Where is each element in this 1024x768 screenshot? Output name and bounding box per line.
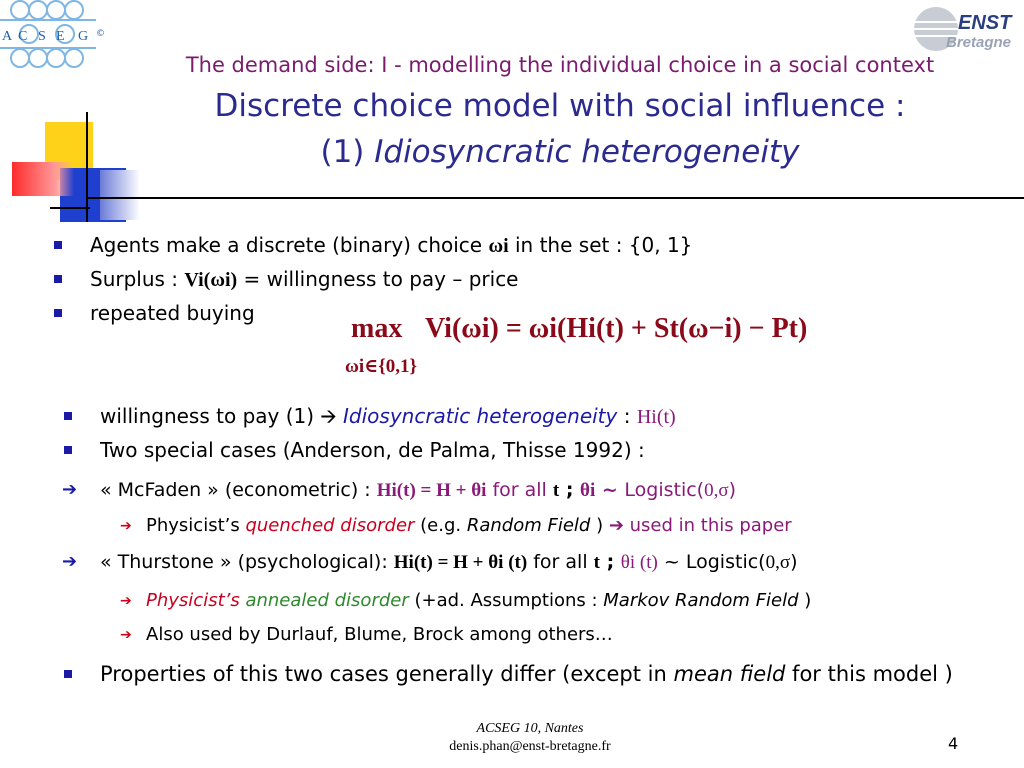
text: ) — [798, 590, 812, 611]
t-symbol: t — [593, 552, 600, 573]
logistic: Logistic( — [624, 479, 705, 501]
bullet-durlauf — [120, 622, 613, 648]
idiosyncratic-label: Idiosyncratic heterogeneity — [343, 404, 618, 428]
text: Also used by Durlauf, Blume, Brock among others… — [146, 624, 613, 645]
enst-logo — [906, 4, 1021, 54]
arrow-right-icon: ➔ — [120, 518, 132, 534]
text: Properties of this two cases generally differ (except in — [100, 662, 674, 686]
slide-title-line1: Discrete choice model with social influence : — [214, 88, 906, 124]
bullet-thurstone — [62, 549, 798, 576]
bullet-annealed — [120, 588, 812, 614]
title-italic: Idiosyncratic heterogeneity — [374, 134, 800, 170]
svg-text:G: G — [78, 29, 89, 44]
bullet-properties — [100, 658, 1020, 690]
bullet-square-icon — [64, 412, 72, 420]
bullet-square-icon — [54, 275, 62, 283]
footer-conference: ACSEG 10, Nantes — [476, 721, 584, 736]
title-prefix: (1) — [320, 134, 375, 170]
svg-text:E: E — [56, 29, 65, 44]
bullet-tail: in the set : {0, 1} — [508, 233, 693, 257]
text: for all — [486, 479, 553, 501]
text: ) — [790, 551, 798, 573]
theta-symbol: θi — [580, 480, 596, 501]
bullet-mcfaden — [62, 477, 737, 504]
random-field: Random Field — [466, 515, 591, 536]
params: 0,σ — [704, 480, 729, 501]
arrow-right-icon: ➔ — [62, 479, 78, 500]
bullet-square-icon — [54, 241, 62, 249]
quenched-label: quenched disorder — [245, 515, 415, 536]
svg-text:S: S — [38, 29, 46, 44]
bullet-quenched — [120, 513, 792, 539]
params: 0,σ — [765, 552, 791, 573]
text: ; — [599, 551, 621, 573]
mcfaden-equation: Hi(t) = H + θi — [376, 480, 487, 501]
text: « Thurstone » (psychological): — [100, 551, 394, 573]
tilde: ~ — [657, 551, 686, 573]
arrow-right-icon: ➔ — [120, 627, 132, 643]
bullet-square-icon — [64, 446, 72, 454]
text: : — [617, 404, 637, 428]
t-symbol: t — [552, 480, 560, 501]
arrow-right-icon: ➔ — [62, 551, 78, 572]
footer — [380, 720, 680, 756]
text: Physicist’s — [146, 515, 246, 536]
formula-max: max — [351, 313, 403, 344]
formula-constraint: ωi∈{0,1} — [345, 356, 417, 377]
svg-text:©: © — [96, 29, 105, 39]
bullet-wtp — [100, 403, 676, 430]
slide-title-line2 — [150, 134, 970, 170]
text: for this model ) — [785, 662, 953, 686]
mean-field: mean field — [673, 662, 786, 686]
svg-text:A: A — [2, 29, 13, 44]
page-number: 4 — [948, 734, 959, 753]
text: willingness to pay (1) — [100, 404, 321, 428]
svg-text:ENST: ENST — [958, 12, 1012, 34]
footer-email: denis.phan@enst-bretagne.fr — [449, 739, 611, 754]
utility-formula — [345, 313, 835, 393]
title-rule — [87, 197, 1024, 199]
annealed-label: annealed disorder — [245, 590, 409, 611]
bullet-choice — [90, 232, 692, 259]
text: (+ad. Assumptions : — [408, 590, 604, 611]
slide-subtitle: The demand side: I - modelling the individual choice in a social context — [185, 53, 935, 77]
text: Two special cases (Anderson, de Palma, Thisse 1992) : — [100, 438, 645, 462]
omega-symbol: ωi — [488, 235, 509, 257]
acseg-logo — [0, 0, 110, 80]
text: ) — [728, 479, 737, 501]
thurstone-equation: Hi(t) = H + θi (t) — [393, 552, 528, 573]
svg-text:Bretagne: Bretagne — [946, 34, 1012, 51]
markov-field: Markov Random Field — [603, 590, 799, 611]
text: ; — [559, 479, 581, 501]
bullet-repeated — [90, 300, 255, 326]
bullet-text: Surplus : — [90, 267, 185, 291]
text: ) — [590, 515, 609, 536]
physicists: Physicist’s — [146, 590, 246, 611]
formula-expression: Vi(ωi) = ωi(Hi(t) + St(ω−i) − Pt) — [425, 313, 808, 344]
bullet-text: repeated buying — [90, 301, 255, 325]
h-symbol: Hi(t) — [636, 406, 676, 428]
bullet-text: Agents make a discrete (binary) choice — [90, 233, 489, 257]
bullet-two-cases — [100, 437, 645, 463]
svg-text:C: C — [18, 29, 28, 44]
bullet-tail: = willingness to pay – price — [237, 267, 519, 291]
surplus-symbol: Vi(ωi) — [184, 269, 238, 291]
arrow-right-icon: ➔ — [608, 515, 624, 536]
tilde: ~ — [595, 479, 625, 501]
bullet-square-icon — [54, 309, 62, 317]
logistic: Logistic( — [685, 551, 766, 573]
text: (e.g. — [414, 515, 467, 536]
bullet-square-icon — [64, 670, 72, 678]
arrow-right-icon: 🡪 — [320, 404, 337, 428]
text: for all — [527, 551, 594, 573]
text: « McFaden » (econometric) : — [100, 479, 377, 501]
used-in-paper: used in this paper — [629, 515, 792, 536]
arrow-right-icon: ➔ — [120, 593, 132, 609]
bullet-surplus — [90, 266, 519, 293]
theta-symbol: θi (t) — [620, 552, 658, 573]
